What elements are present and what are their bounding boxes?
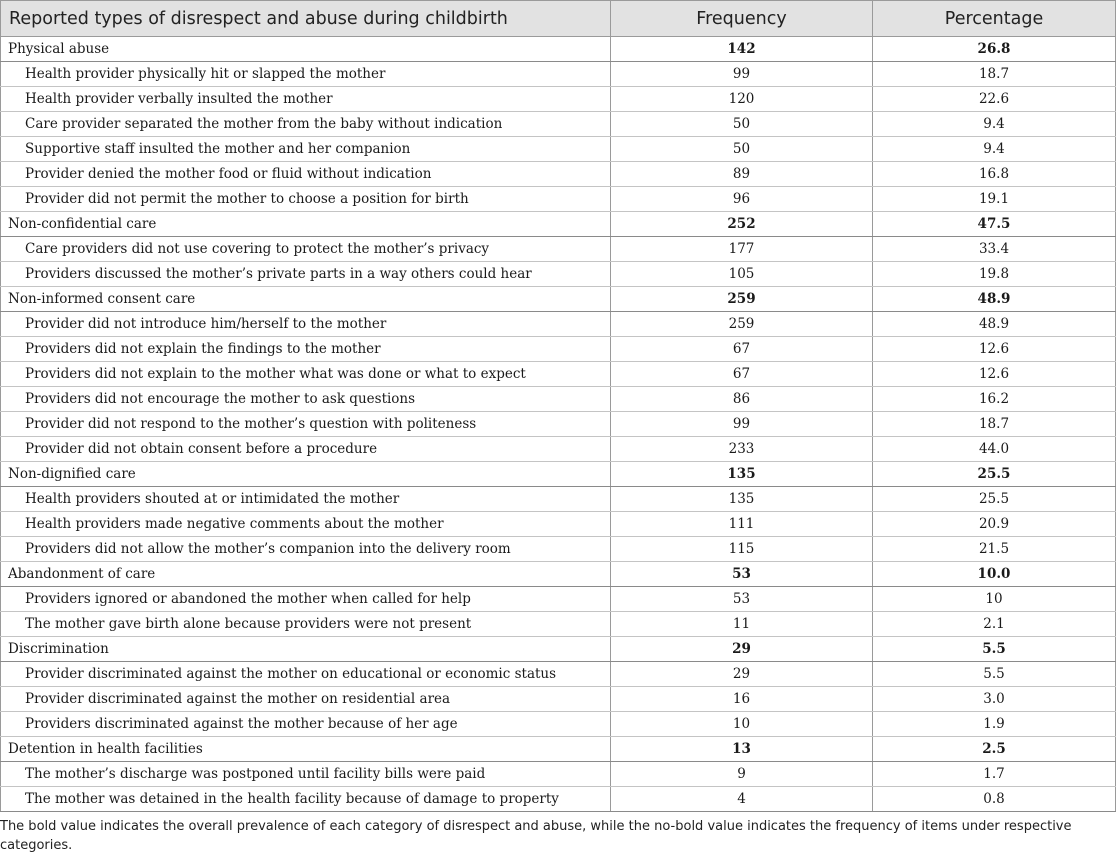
row-label: Supportive staff insulted the mother and her companion: [1, 137, 611, 162]
item-row: [1, 512, 1116, 537]
row-frequency: 135: [611, 487, 873, 512]
row-frequency: 96: [611, 187, 873, 212]
row-frequency: 16: [611, 687, 873, 712]
row-percentage: 22.6: [873, 87, 1116, 112]
row-frequency: 11: [611, 612, 873, 637]
item-row: [1, 387, 1116, 412]
row-frequency: 53: [611, 587, 873, 612]
row-frequency: 99: [611, 412, 873, 437]
item-row: [1, 262, 1116, 287]
row-frequency: 29: [611, 662, 873, 687]
item-row: [1, 337, 1116, 362]
item-row: [1, 762, 1116, 787]
row-percentage: 2.1: [873, 612, 1116, 637]
row-label: Provider discriminated against the mother on educational or economic status: [1, 662, 611, 687]
row-percentage: 0.8: [873, 787, 1116, 812]
row-frequency: 67: [611, 362, 873, 387]
category-row: [1, 37, 1116, 62]
row-label: Non-confidential care: [1, 212, 611, 237]
row-percentage: 25.5: [873, 487, 1116, 512]
header-type: Reported types of disrespect and abuse during childbirth: [1, 1, 611, 37]
row-label: Abandonment of care: [1, 562, 611, 587]
row-label: Provider did not respond to the mother’s question with politeness: [1, 412, 611, 437]
row-label: The mother was detained in the health facility because of damage to property: [1, 787, 611, 812]
table-header: [1, 1, 1116, 37]
row-percentage: 25.5: [873, 462, 1116, 487]
row-frequency: 105: [611, 262, 873, 287]
row-label: Provider did not permit the mother to choose a position for birth: [1, 187, 611, 212]
row-frequency: 142: [611, 37, 873, 62]
row-label: Detention in health facilities: [1, 737, 611, 762]
row-percentage: 18.7: [873, 62, 1116, 87]
row-label: Non-informed consent care: [1, 287, 611, 312]
row-frequency: 111: [611, 512, 873, 537]
row-percentage: 1.9: [873, 712, 1116, 737]
row-percentage: 21.5: [873, 537, 1116, 562]
row-percentage: 16.2: [873, 387, 1116, 412]
item-row: [1, 62, 1116, 87]
row-percentage: 10: [873, 587, 1116, 612]
row-frequency: 29: [611, 637, 873, 662]
item-row: [1, 662, 1116, 687]
row-frequency: 233: [611, 437, 873, 462]
row-percentage: 33.4: [873, 237, 1116, 262]
row-frequency: 259: [611, 287, 873, 312]
row-label: Providers discriminated against the mother because of her age: [1, 712, 611, 737]
category-row: [1, 562, 1116, 587]
row-label: The mother gave birth alone because providers were not present: [1, 612, 611, 637]
row-label: Providers did not explain the findings to the mother: [1, 337, 611, 362]
row-frequency: 50: [611, 137, 873, 162]
row-label: Providers ignored or abandoned the mother when called for help: [1, 587, 611, 612]
row-frequency: 177: [611, 237, 873, 262]
row-percentage: 48.9: [873, 287, 1116, 312]
row-percentage: 48.9: [873, 312, 1116, 337]
row-label: Health providers shouted at or intimidated the mother: [1, 487, 611, 512]
row-label: Providers did not allow the mother’s companion into the delivery room: [1, 537, 611, 562]
row-label: Health provider physically hit or slapped the mother: [1, 62, 611, 87]
row-percentage: 12.6: [873, 337, 1116, 362]
row-percentage: 26.8: [873, 37, 1116, 62]
row-frequency: 115: [611, 537, 873, 562]
row-label: Care providers did not use covering to protect the mother’s privacy: [1, 237, 611, 262]
row-frequency: 135: [611, 462, 873, 487]
category-row: [1, 637, 1116, 662]
item-row: [1, 587, 1116, 612]
row-frequency: 50: [611, 112, 873, 137]
row-label: Health providers made negative comments about the mother: [1, 512, 611, 537]
item-row: [1, 687, 1116, 712]
row-percentage: 10.0: [873, 562, 1116, 587]
category-row: [1, 737, 1116, 762]
row-percentage: 19.1: [873, 187, 1116, 212]
category-row: [1, 287, 1116, 312]
row-percentage: 3.0: [873, 687, 1116, 712]
item-row: [1, 187, 1116, 212]
header-row: [1, 1, 1116, 37]
item-row: [1, 437, 1116, 462]
item-row: [1, 87, 1116, 112]
row-label: Physical abuse: [1, 37, 611, 62]
row-frequency: 9: [611, 762, 873, 787]
row-frequency: 10: [611, 712, 873, 737]
row-percentage: 20.9: [873, 512, 1116, 537]
item-row: [1, 112, 1116, 137]
row-percentage: 1.7: [873, 762, 1116, 787]
row-label: Health provider verbally insulted the mother: [1, 87, 611, 112]
row-percentage: 9.4: [873, 137, 1116, 162]
row-percentage: 2.5: [873, 737, 1116, 762]
item-row: [1, 362, 1116, 387]
row-label: Provider did not introduce him/herself to the mother: [1, 312, 611, 337]
item-row: [1, 612, 1116, 637]
category-row: [1, 462, 1116, 487]
row-label: Non-dignified care: [1, 462, 611, 487]
row-frequency: 252: [611, 212, 873, 237]
item-row: [1, 237, 1116, 262]
row-label: Providers did not encourage the mother to ask questions: [1, 387, 611, 412]
row-label: Discrimination: [1, 637, 611, 662]
row-frequency: 89: [611, 162, 873, 187]
row-percentage: 18.7: [873, 412, 1116, 437]
item-row: [1, 787, 1116, 812]
item-row: [1, 312, 1116, 337]
row-label: Care provider separated the mother from the baby without indication: [1, 112, 611, 137]
item-row: [1, 487, 1116, 512]
row-label: Providers discussed the mother’s private parts in a way others could hear: [1, 262, 611, 287]
row-percentage: 19.8: [873, 262, 1116, 287]
table-footnote: The bold value indicates the overall prevalence of each category of disrespect and abuse, while the no-bold value indicates the frequency of items under respective categories.: [0, 819, 1072, 853]
row-percentage: 9.4: [873, 112, 1116, 137]
row-label: Providers did not explain to the mother what was done or what to expect: [1, 362, 611, 387]
row-frequency: 99: [611, 62, 873, 87]
row-percentage: 44.0: [873, 437, 1116, 462]
row-percentage: 16.8: [873, 162, 1116, 187]
header-percentage: Percentage: [873, 1, 1116, 37]
row-frequency: 67: [611, 337, 873, 362]
row-frequency: 120: [611, 87, 873, 112]
item-row: [1, 137, 1116, 162]
row-percentage: 5.5: [873, 662, 1116, 687]
row-frequency: 259: [611, 312, 873, 337]
category-row: [1, 212, 1116, 237]
item-row: [1, 537, 1116, 562]
row-frequency: 53: [611, 562, 873, 587]
row-frequency: 86: [611, 387, 873, 412]
item-row: [1, 712, 1116, 737]
item-row: [1, 412, 1116, 437]
row-frequency: 13: [611, 737, 873, 762]
item-row: [1, 162, 1116, 187]
header-frequency: Frequency: [611, 1, 873, 37]
row-label: Provider denied the mother food or fluid without indication: [1, 162, 611, 187]
row-percentage: 47.5: [873, 212, 1116, 237]
row-label: Provider discriminated against the mother on residential area: [1, 687, 611, 712]
row-frequency: 4: [611, 787, 873, 812]
row-percentage: 5.5: [873, 637, 1116, 662]
row-label: Provider did not obtain consent before a procedure: [1, 437, 611, 462]
row-percentage: 12.6: [873, 362, 1116, 387]
table-body: [1, 37, 1116, 812]
row-label: The mother’s discharge was postponed until facility bills were paid: [1, 762, 611, 787]
